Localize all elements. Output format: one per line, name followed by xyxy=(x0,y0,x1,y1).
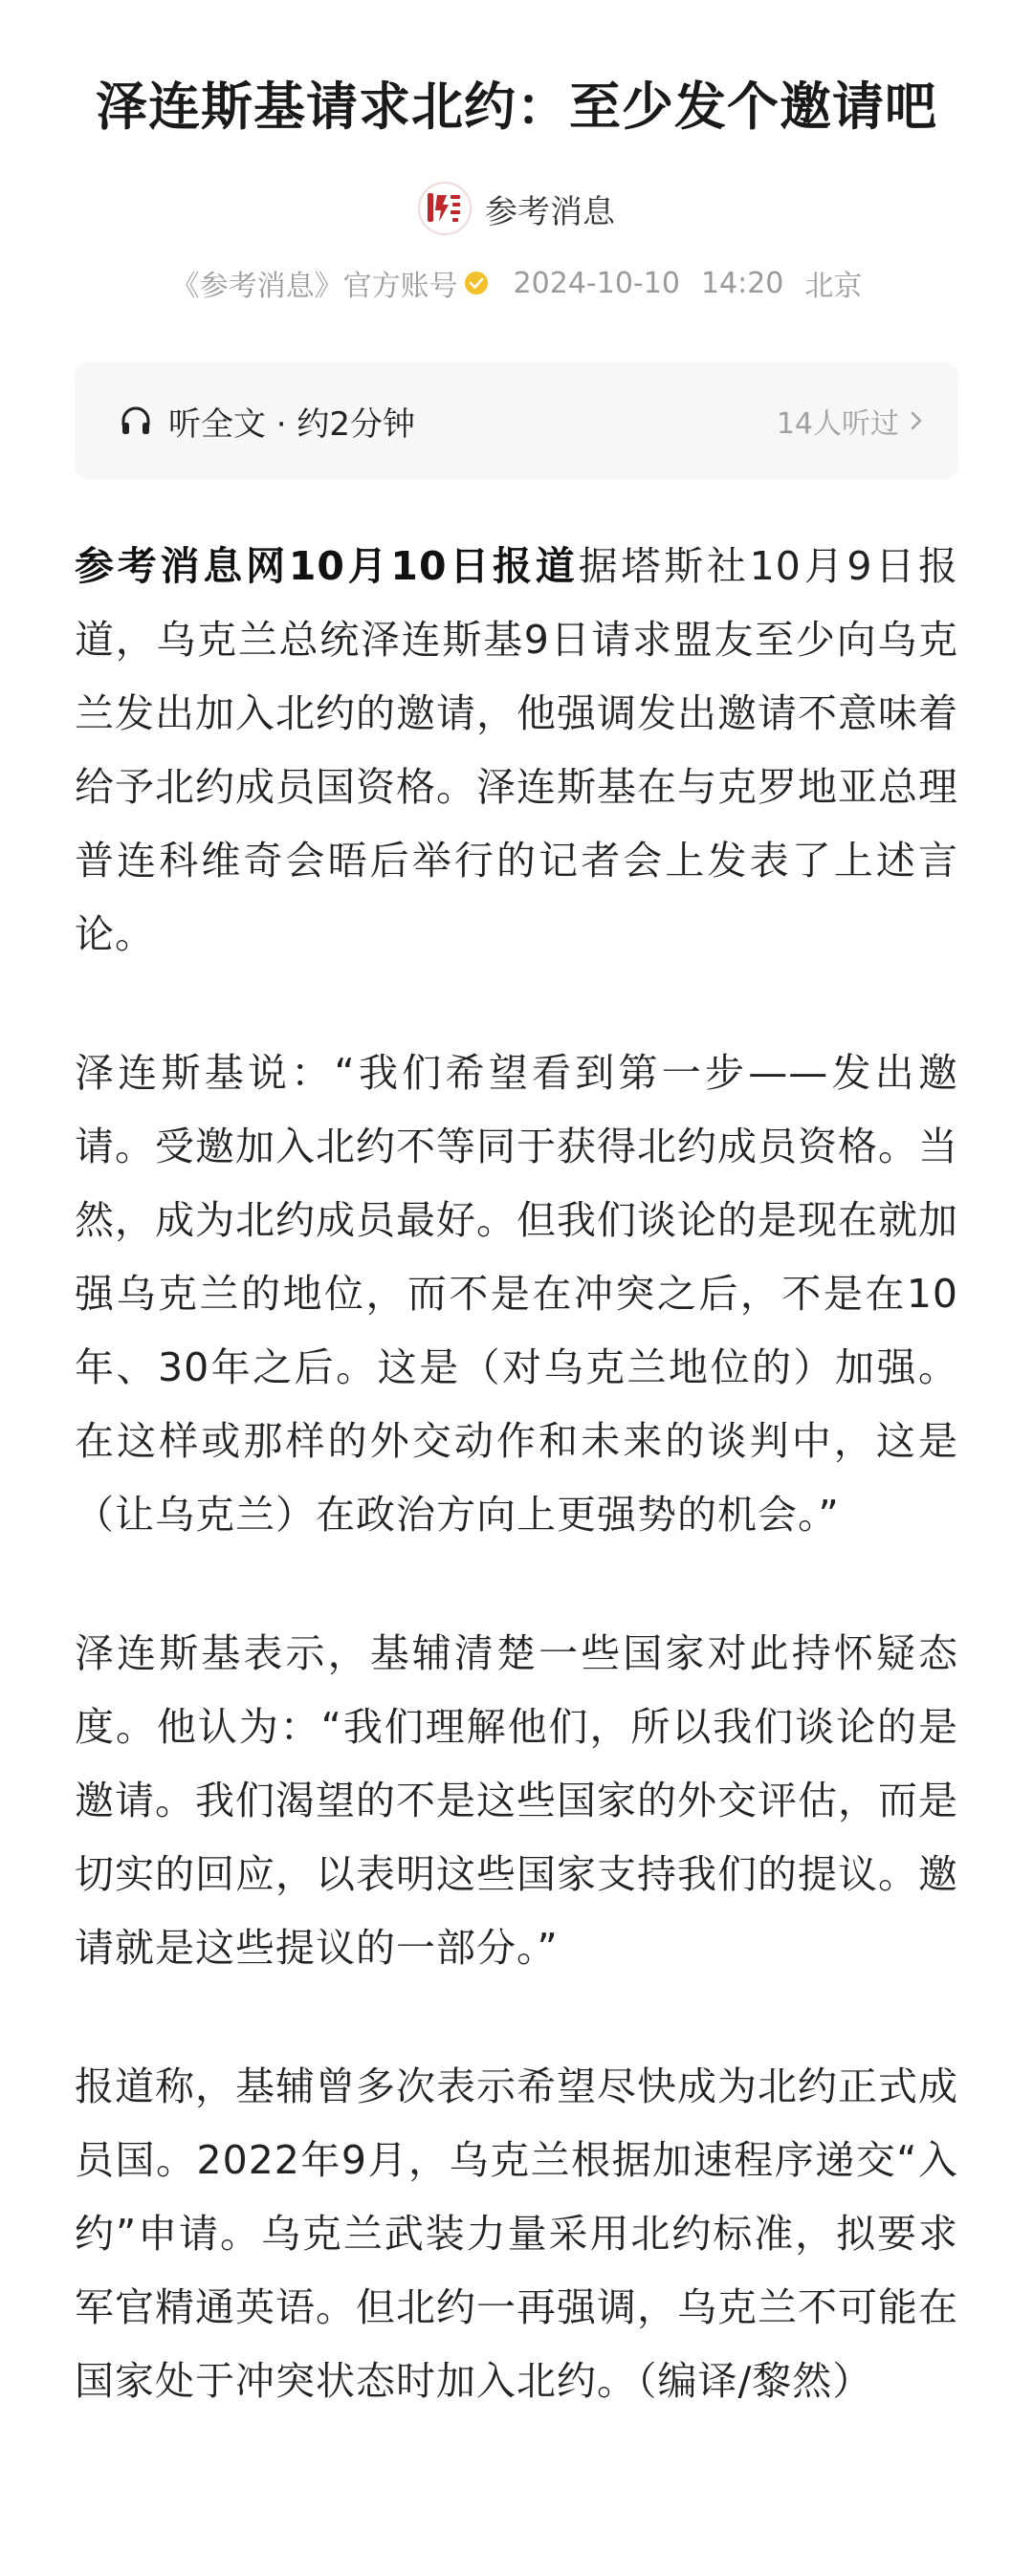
audio-left xyxy=(119,398,415,445)
listen-full-text-bar[interactable] xyxy=(75,361,958,480)
audio-right[interactable] xyxy=(777,400,924,442)
source-logo-icon[interactable] xyxy=(418,182,472,235)
headphones-svg xyxy=(119,404,153,438)
headphones-icon xyxy=(119,404,153,438)
paragraph-1-text: 据塔斯社10月9日报道，乌克兰总统泽连斯基9日请求盟友至少向乌克兰发出加入北约的邀请，他强调发出邀请不意味着给予北约成员国资格。泽连斯基在与克罗地亚总理普连科维奇会晤后举行的记者会上发表了上述言论。 xyxy=(75,543,958,957)
paragraph-4: 报道称，基辅曾多次表示希望尽快成为北约正式成员国。2022年9月，乌克兰根据加速程序递交“入约”申请。乌克兰武装力量采用北约标准，拟要求军官精通英语。但北约一再强调，乌克兰不可能在国家处于冲突状态时加入北约。（编译/黎然） xyxy=(75,2063,958,2404)
paragraph-1 xyxy=(75,530,958,971)
publish-date: 2024-10-10 xyxy=(513,266,680,300)
paragraph-3: 泽连斯基表示，基辅清楚一些国家对此持怀疑态度。他认为：“我们理解他们，所以我们谈论的是邀请。我们渴望的不是这些国家的外交评估，而是切实的回应，以表明这些国家支持我们的提议。邀请就是这些提议的一部分。” xyxy=(75,1630,958,1971)
paragraph-2: 泽连斯基说：“我们希望看到第一步——发出邀请。受邀加入北约不等同于获得北约成员资格。当然，成为北约成员最好。但我们谈论的是现在就加强乌克兰的地位，而不是在冲突之后，不是在10年、30年之后。这是（对乌克兰地位的）加强。在这样或那样的外交动作和未来的谈判中，这是（让乌克兰）在政治方向上更强势的机会。” xyxy=(75,1050,958,1538)
chevron-right-icon xyxy=(909,409,924,432)
listener-count: 14人听过 xyxy=(776,407,899,441)
source-account: 《参考消息》官方账号 xyxy=(170,270,458,303)
article-meta xyxy=(75,260,958,306)
article-body xyxy=(75,530,958,2418)
verified-badge-svg xyxy=(464,271,489,295)
verified-badge-icon xyxy=(464,271,489,295)
publish-location: 北京 xyxy=(804,270,863,303)
chevron-svg xyxy=(909,409,924,432)
publish-time: 14:20 xyxy=(700,266,784,300)
lead-dateline: 参考消息网10月10日报道 xyxy=(75,543,579,589)
source-name[interactable]: 参考消息 xyxy=(485,192,615,231)
source-row[interactable] xyxy=(75,180,958,237)
source-logo-svg xyxy=(424,187,466,229)
article-title: 泽连斯基请求北约：至少发个邀请吧 xyxy=(96,76,937,137)
listen-label: 听全文 · 约2分钟 xyxy=(168,404,416,444)
